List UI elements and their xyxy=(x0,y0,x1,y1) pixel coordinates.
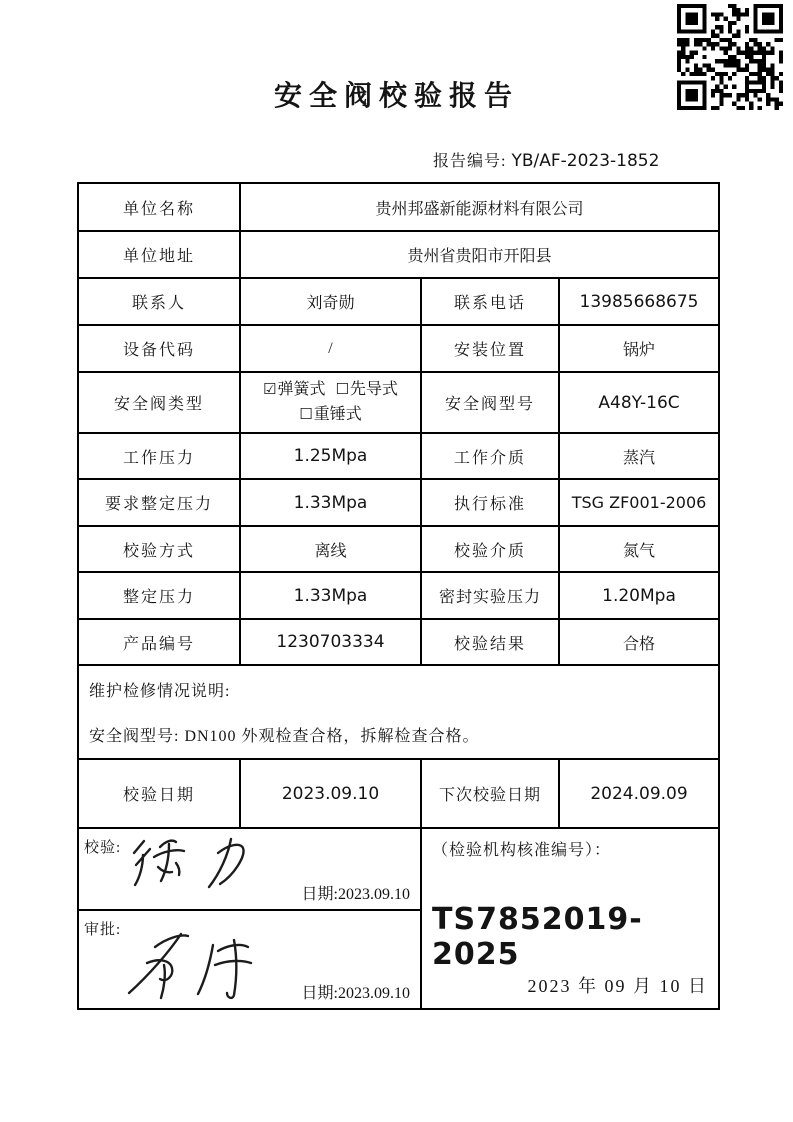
qr-code xyxy=(677,4,783,110)
field-value-product-no: 1230703334 xyxy=(240,619,421,665)
field-value-device-code: / xyxy=(240,325,421,372)
field-label-working-pressure: 工作压力 xyxy=(78,433,240,479)
field-label-calibration-result: 校验结果 xyxy=(421,619,559,665)
table-row xyxy=(78,479,719,526)
field-value-contact-person: 刘奇勋 xyxy=(240,278,421,325)
table-row xyxy=(78,828,719,910)
field-value-unit-address: 贵州省贵阳市开阳县 xyxy=(240,231,719,278)
valve-type-options xyxy=(240,372,421,433)
field-label-calibration-date: 校验日期 xyxy=(78,759,240,828)
field-value-calibration-result: 合格 xyxy=(559,619,719,665)
field-label-valve-type: 安全阀类型 xyxy=(78,372,240,433)
field-value-valve-model: A48Y-16C xyxy=(559,372,719,433)
table-row xyxy=(78,183,719,231)
field-value-calibration-medium: 氮气 xyxy=(559,526,719,572)
qr-code-image xyxy=(677,4,783,110)
field-label-install-location: 安装位置 xyxy=(421,325,559,372)
verifier-signature xyxy=(114,829,264,893)
field-value-working-medium: 蒸汽 xyxy=(559,433,719,479)
table-row xyxy=(78,231,719,278)
field-label-required-set-pressure: 要求整定压力 xyxy=(78,479,240,526)
table-row xyxy=(78,619,719,665)
verifier-date: 日期:2023.09.10 xyxy=(301,885,410,903)
field-label-seal-test-pressure: 密封实验压力 xyxy=(421,572,559,619)
field-label-calibration-medium: 校验介质 xyxy=(421,526,559,572)
field-value-set-pressure: 1.33Mpa xyxy=(240,572,421,619)
valve-type-option-label: 弹簧式 xyxy=(277,380,326,398)
maintenance-note-title: 维护检修情况说明: xyxy=(89,683,231,700)
field-label-standard: 执行标准 xyxy=(421,479,559,526)
field-value-unit-name: 贵州邦盛新能源材料有限公司 xyxy=(240,183,719,231)
checkbox-unchecked-icon: ☐ xyxy=(299,404,313,423)
valve-type-option-label: 先导式 xyxy=(349,380,398,398)
field-value-calibration-date: 2023.09.10 xyxy=(240,759,421,828)
field-label-working-medium: 工作介质 xyxy=(421,433,559,479)
field-label-contact-phone: 联系电话 xyxy=(421,278,559,325)
approver-sign-cell xyxy=(78,910,421,1009)
checkbox-unchecked-icon: ☐ xyxy=(335,379,349,398)
table-row xyxy=(78,572,719,619)
verifier-sign-cell xyxy=(78,828,421,910)
table-row xyxy=(78,665,719,759)
field-label-device-code: 设备代码 xyxy=(78,325,240,372)
field-value-contact-phone: 13985668675 xyxy=(559,278,719,325)
field-label-next-calibration-date: 下次校验日期 xyxy=(421,759,559,828)
table-row xyxy=(78,372,719,433)
field-label-product-no: 产品编号 xyxy=(78,619,240,665)
org-code-label: （检验机构核准编号）： xyxy=(432,842,612,859)
table-row xyxy=(78,759,719,828)
field-value-required-set-pressure: 1.33Mpa xyxy=(240,479,421,526)
field-label-unit-name: 单位名称 xyxy=(78,183,240,231)
verifier-label: 校验: xyxy=(84,840,122,856)
valve-type-option xyxy=(336,378,398,403)
field-value-standard: TSG ZF001-2006 xyxy=(559,479,719,526)
maintenance-note-body: 安全阀型号: DN100 外观检查合格，拆解检查合格。 xyxy=(89,728,480,745)
field-label-unit-address: 单位地址 xyxy=(78,231,240,278)
field-value-working-pressure: 1.25Mpa xyxy=(240,433,421,479)
approver-date: 日期:2023.09.10 xyxy=(301,985,410,1002)
field-value-install-location: 锅炉 xyxy=(559,325,719,372)
approver-signature xyxy=(117,925,277,1005)
valve-type-option xyxy=(299,403,361,428)
field-label-calibration-method: 校验方式 xyxy=(78,526,240,572)
field-value-next-calibration-date: 2024.09.09 xyxy=(559,759,719,828)
report-number-label: 报告编号: xyxy=(433,153,512,170)
approver-label: 审批: xyxy=(84,921,122,938)
table-row xyxy=(78,278,719,325)
report-number xyxy=(433,148,659,171)
field-label-contact-person: 联系人 xyxy=(78,278,240,325)
report-table xyxy=(77,182,720,1010)
maintenance-note xyxy=(78,665,719,759)
table-row xyxy=(78,433,719,479)
field-value-seal-test-pressure: 1.20Mpa xyxy=(559,572,719,619)
checkbox-checked-icon: ☑ xyxy=(263,379,277,398)
field-value-calibration-method: 离线 xyxy=(240,526,421,572)
field-label-set-pressure: 整定压力 xyxy=(78,572,240,619)
field-label-valve-model: 安全阀型号 xyxy=(421,372,559,433)
report-number-value: YB/AF-2023-1852 xyxy=(511,151,660,171)
table-row xyxy=(78,325,719,372)
valve-type-option-label: 重锤式 xyxy=(313,405,362,423)
org-code-value: TS7852019-2025 xyxy=(432,902,643,972)
table-row xyxy=(78,526,719,572)
valve-type-option xyxy=(263,378,325,403)
issue-date: 2023 年 09 月 10 日 xyxy=(527,976,709,996)
org-approval-cell xyxy=(421,828,719,1009)
page-title: 安全阀校验报告 xyxy=(273,81,519,112)
